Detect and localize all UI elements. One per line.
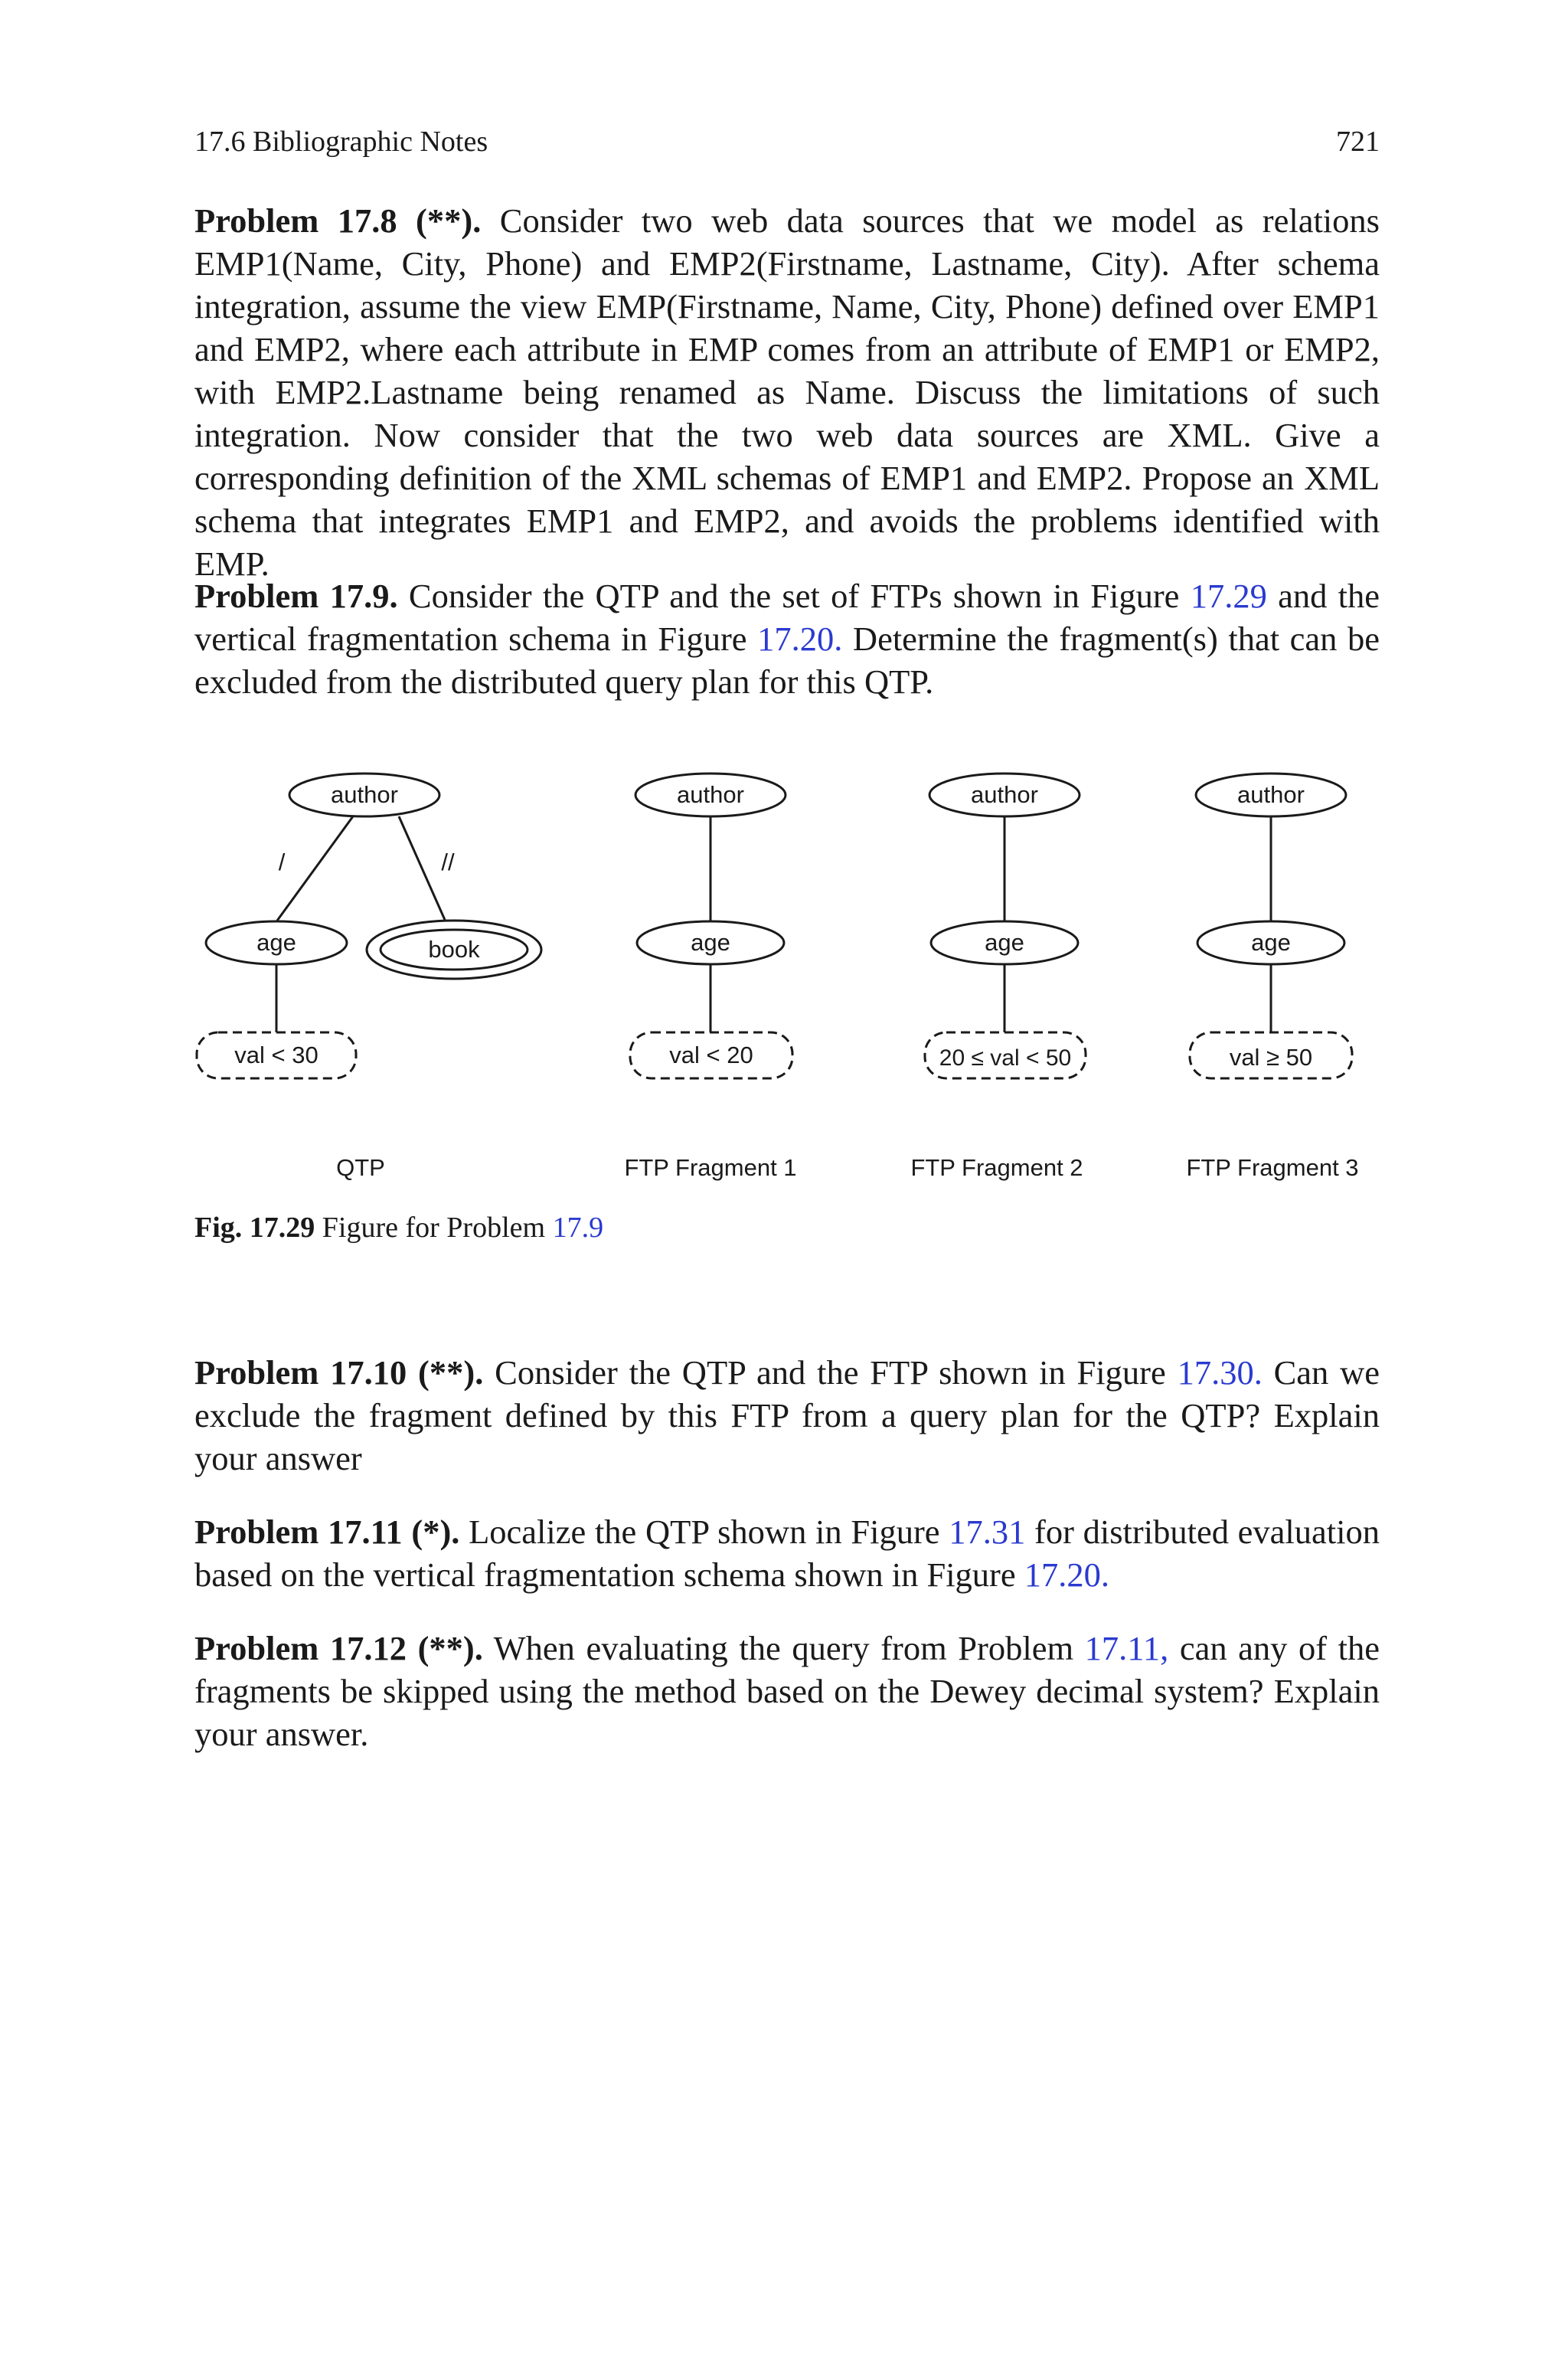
- qtp-book-label: book: [428, 936, 480, 963]
- figure-link[interactable]: 17.20.: [1024, 1555, 1110, 1594]
- page-number: 721: [1336, 126, 1380, 158]
- fragment-predicate-label: 20 ≤ val < 50: [939, 1045, 1072, 1071]
- qtp-caption: QTP: [336, 1154, 385, 1181]
- fragment-root-label: author: [971, 781, 1038, 808]
- section-title: 17.6 Bibliographic Notes: [194, 126, 488, 158]
- problem-text: Consider two web data sources that we model as relations EMP1(Name, City, Phone) and EMP2(Firstname, Lastname, City). After schema integration, assume the view EMP(Firstname, Name, City, Phone) defined over EMP1 and EMP2, where each attribute in EMP comes from an attribute of EMP1 or EMP2, with EMP2.Lastname being renamed as Name. Discuss the limitations of such integration. Now consider that the two web data sources are XML. Give a corresponding definition of the XML schemas of EMP1 and EMP2. Propose an XML schema that integrates EMP1 and EMP2, and avoids the problems identified with EMP.: [194, 201, 1380, 583]
- qtp-child-axis-label: /: [278, 849, 286, 875]
- problem-link[interactable]: 17.11,: [1084, 1629, 1169, 1667]
- figure-link[interactable]: 17.31: [949, 1513, 1026, 1551]
- problem-label: Problem 17.11 (*).: [194, 1513, 460, 1551]
- qtp-age-label: age: [256, 929, 296, 956]
- problem-text: When evaluating the query from Problem: [482, 1629, 1085, 1667]
- ftp-fragment-3: [1186, 774, 1358, 1181]
- problem-text: Determine the fragment(s) that can be excluded from the distributed query plan for this QTP.: [194, 620, 1380, 701]
- fragment-age-label: age: [985, 929, 1024, 956]
- problem-label: Problem 17.9.: [194, 577, 398, 615]
- qtp-descendant-axis-label: //: [441, 849, 455, 875]
- problem-label: Problem 17.8 (**).: [194, 201, 482, 240]
- problem-label: Problem 17.12 (**).: [194, 1629, 483, 1667]
- figure-link[interactable]: 17.20.: [757, 620, 843, 658]
- qtp-root-label: author: [331, 781, 398, 808]
- figure-caption-text: Figure for Problem: [315, 1212, 553, 1244]
- qtp-tree: [197, 774, 541, 1181]
- fragment-root-label: author: [677, 781, 744, 808]
- problem-text: can any of the fragments be skipped using the method based on the Dewey decimal system? Explain your answer.: [194, 1629, 1380, 1753]
- problem-text: for distributed evaluation based on the vertical fragmentation schema shown in Figure: [194, 1513, 1380, 1594]
- figure-link[interactable]: 17.29: [1190, 577, 1267, 615]
- figure-caption-label: Fig. 17.29: [194, 1212, 315, 1244]
- problem-text: Consider the QTP and the FTP shown in Figure: [483, 1353, 1178, 1392]
- problem-text: Localize the QTP shown in Figure: [459, 1513, 949, 1551]
- fragment-caption: FTP Fragment 2: [910, 1154, 1083, 1181]
- ftp-fragment-1: [624, 774, 796, 1181]
- problem-label: Problem 17.10 (**).: [194, 1353, 484, 1392]
- fragment-caption: FTP Fragment 1: [624, 1154, 797, 1181]
- qtp-edge-descendant: [399, 816, 445, 920]
- problem-link[interactable]: 17.9: [552, 1212, 604, 1244]
- ftp-fragment-2: [910, 774, 1086, 1181]
- fragment-age-label: age: [691, 929, 730, 956]
- fragment-age-label: age: [1251, 929, 1291, 956]
- fragment-predicate-label: val < 20: [669, 1042, 753, 1068]
- problem-17-12: [194, 1627, 1380, 1755]
- problem-17-10: [194, 1351, 1380, 1480]
- qtp-predicate-label: val < 30: [234, 1042, 318, 1068]
- problem-text: Can we exclude the fragment defined by this FTP from a query plan for the QTP? Explain your answer: [194, 1353, 1380, 1477]
- tree-pattern-figure: [184, 762, 1393, 1206]
- problem-text: Consider the QTP and the set of FTPs shown in Figure: [397, 577, 1191, 615]
- problem-17-11: [194, 1510, 1380, 1596]
- figure-caption: [194, 1209, 603, 1247]
- problem-text: and the vertical fragmentation schema in Figure: [194, 577, 1380, 658]
- figure-17-29: [184, 762, 1393, 1206]
- figure-link[interactable]: 17.30.: [1177, 1353, 1263, 1392]
- qtp-edge-child: [277, 816, 353, 921]
- running-head: [194, 123, 1380, 161]
- problem-17-8: [194, 199, 1380, 585]
- fragment-caption: FTP Fragment 3: [1186, 1154, 1359, 1181]
- fragment-predicate-label: val ≥ 50: [1229, 1044, 1313, 1071]
- problem-17-9: [194, 574, 1380, 703]
- fragment-root-label: author: [1237, 781, 1305, 808]
